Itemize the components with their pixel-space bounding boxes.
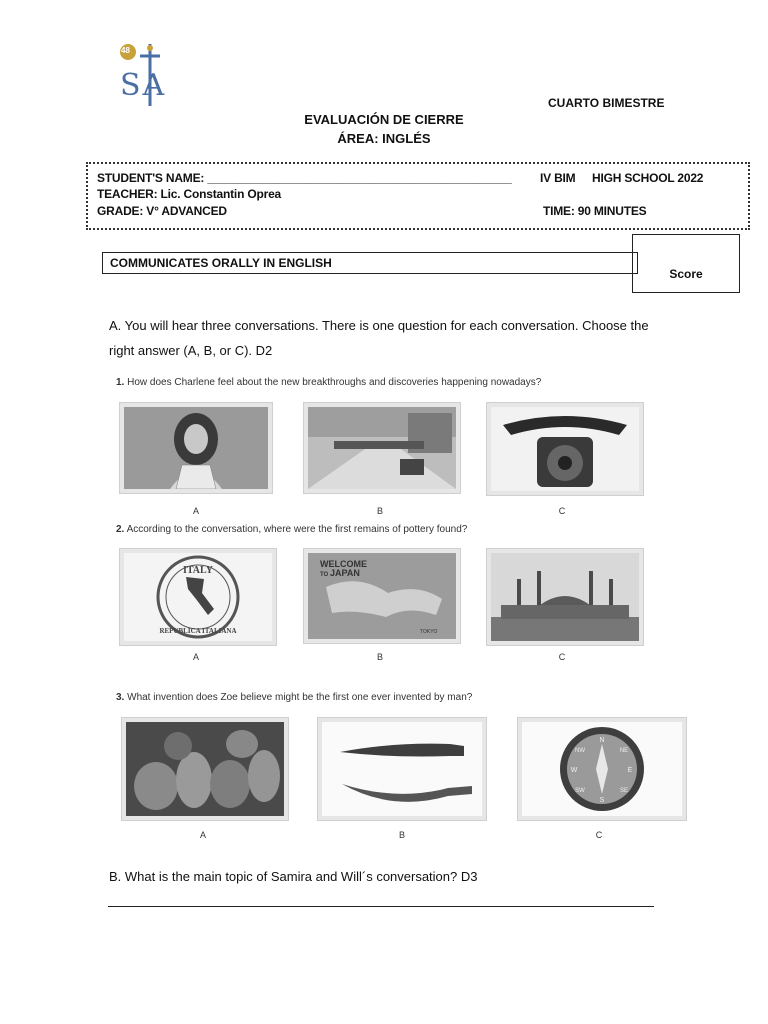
bimester-label: IV BIM <box>540 171 576 185</box>
student-name-field[interactable]: STUDENT'S NAME: _______________________________________________ <box>97 171 512 185</box>
question-text: What invention does Zoe believe might be the first one ever invented by man? <box>127 692 473 703</box>
compass-ne: NE <box>619 748 629 754</box>
stamp-top-text: ITALY <box>182 565 214 576</box>
question-3 <box>116 692 472 703</box>
map-japan-text: JAPAN <box>330 568 360 578</box>
part-a-instruction-line-1: A. You will hear three conversations. There is one question for each conversation. Choose the <box>109 318 649 333</box>
compass-sw: SW <box>575 788 585 794</box>
japan-map-image[interactable] <box>304 549 460 643</box>
school-year-label: HIGH SCHOOL 2022 <box>592 171 704 185</box>
logo-badge: 48 <box>121 46 130 55</box>
question-number: 3. <box>116 692 125 703</box>
map-to-text: TO <box>320 572 329 578</box>
old-telephone-image[interactable] <box>487 403 643 495</box>
period-label: CUARTO BIMESTRE <box>548 96 665 110</box>
compass-se: SE <box>619 788 629 794</box>
competency-label: COMMUNICATES ORALLY IN ENGLISH <box>110 256 332 270</box>
option-label: A <box>192 652 199 662</box>
score-box[interactable] <box>632 234 740 293</box>
competency-box <box>102 252 638 274</box>
option-label: C <box>595 830 603 840</box>
compass-s: S <box>599 797 605 804</box>
question-2 <box>116 524 467 535</box>
option-label: A <box>192 506 199 516</box>
grade-label: GRADE: V° ADVANCED <box>97 204 227 218</box>
option-label: A <box>199 830 206 840</box>
option-label: B <box>398 830 405 840</box>
compass-n: N <box>599 737 605 744</box>
area-title: ÁREA: INGLÉS <box>337 131 431 146</box>
compass-e: E <box>627 767 633 774</box>
school-logo <box>118 42 178 108</box>
teacher-label: TEACHER: Lic. Constantin Oprea <box>97 187 282 201</box>
option-label: B <box>376 652 383 662</box>
italy-stamp-image[interactable] <box>120 549 276 645</box>
logo-text: SA <box>120 68 167 103</box>
part-b-question: B. What is the main topic of Samira and Will´s conversation? D3 <box>109 869 478 884</box>
part-a-instruction-line-2: right answer (A, B, or C). D2 <box>109 343 273 358</box>
score-label: Score <box>669 267 703 281</box>
question-1 <box>116 377 541 388</box>
question-number: 1. <box>116 377 125 388</box>
answer-line[interactable] <box>108 906 654 907</box>
compass-nw: NW <box>575 748 585 754</box>
compass-w: W <box>570 767 578 774</box>
question-text: According to the conversation, where were the first remains of pottery found? <box>126 524 468 535</box>
istanbul-mosque-image[interactable] <box>487 549 643 645</box>
question-number: 2. <box>116 524 125 535</box>
page-title: EVALUACIÓN DE CIERRE <box>304 112 464 127</box>
stamp-bottom-text: REPUBLICA ITALIANA <box>159 627 237 635</box>
smiling-woman-image[interactable] <box>120 403 272 493</box>
student-info-box <box>86 162 750 230</box>
map-welcome-text: WELCOME <box>320 559 367 569</box>
pottery-jars-image[interactable] <box>122 718 288 820</box>
question-text: How does Charlene feel about the new breakthroughs and discoveries happening nowadays? <box>127 377 542 388</box>
option-label: C <box>558 652 566 662</box>
time-label: TIME: 90 MINUTES <box>543 204 647 218</box>
knives-image[interactable] <box>318 718 486 820</box>
option-label: C <box>558 506 566 516</box>
map-city-text: TOKYO <box>420 629 438 635</box>
option-label: B <box>376 506 383 516</box>
museum-hall-image[interactable] <box>304 403 460 493</box>
compass-image[interactable] <box>518 718 686 820</box>
